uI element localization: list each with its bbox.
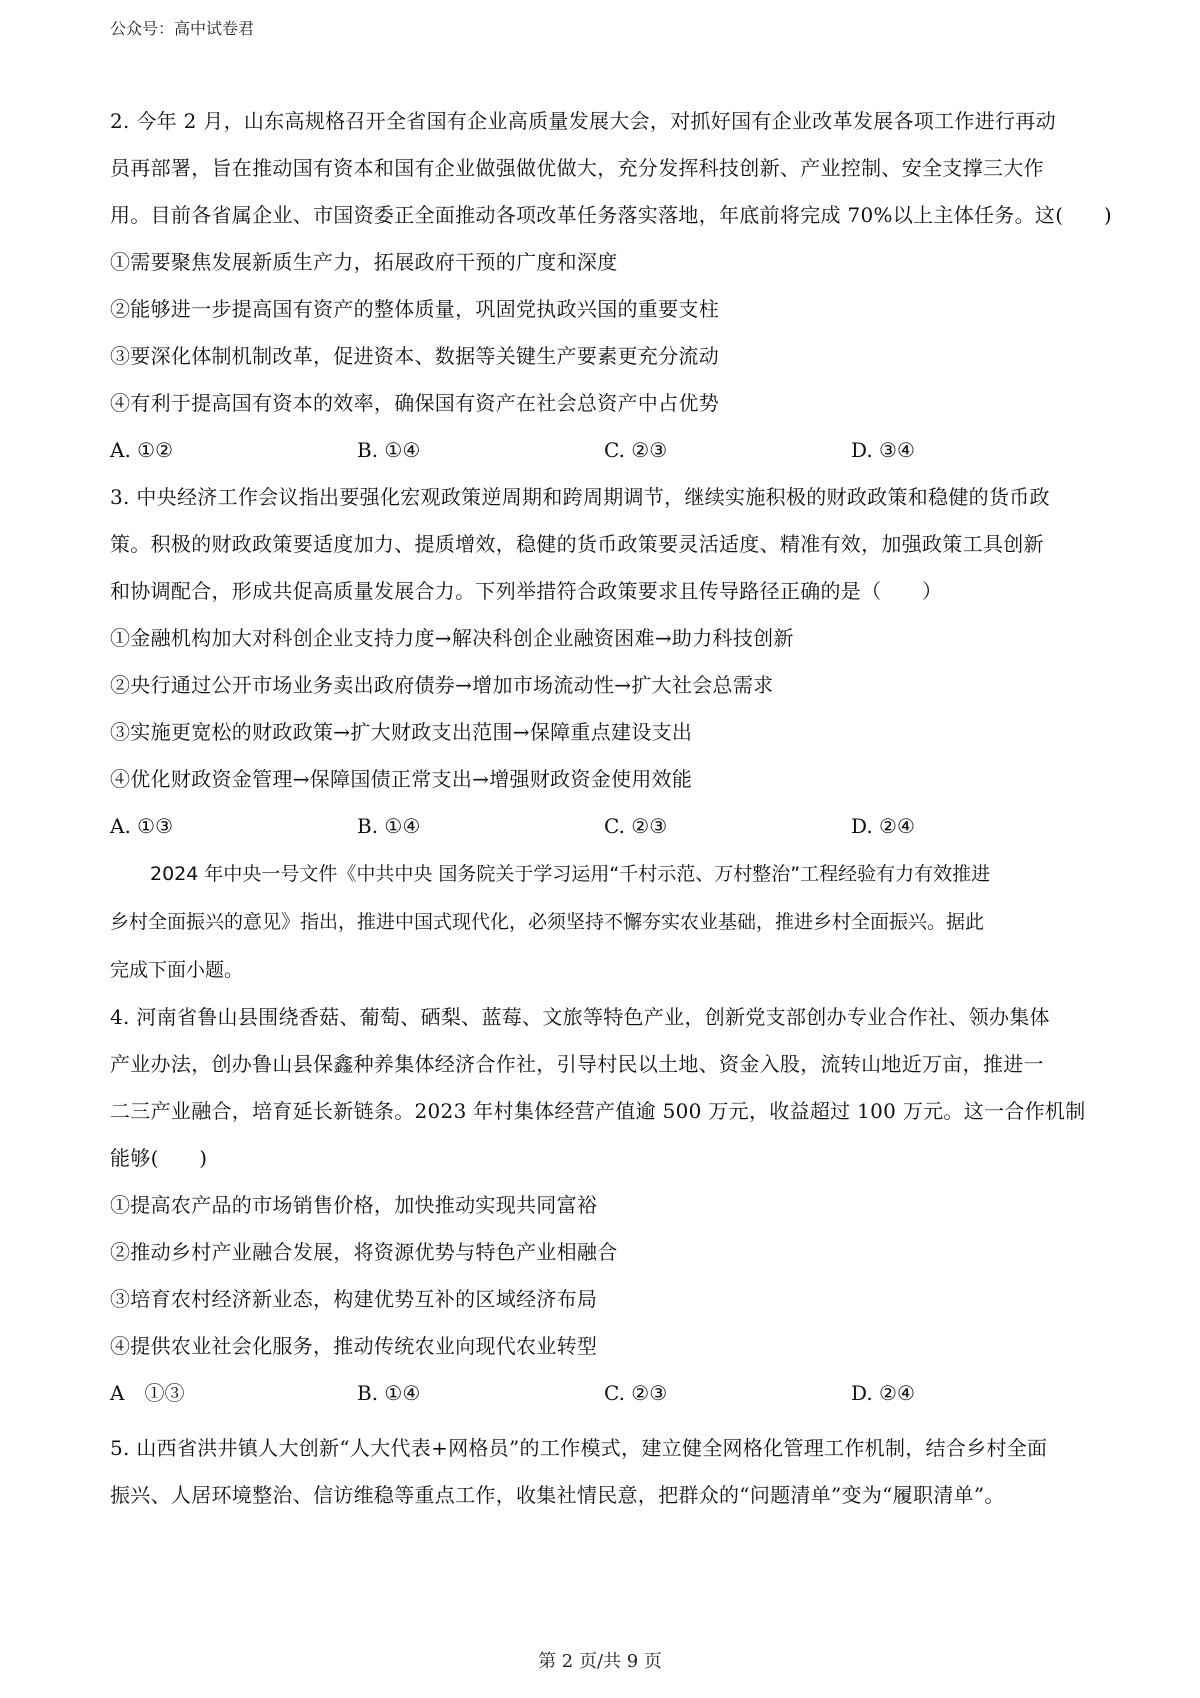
question-stem-line: 产业办法，创办鲁山县保鑫种养集体经济合作社，引导村民以土地、资金入股，流转山地近万亩，推进一: [110, 1052, 1044, 1076]
question-stem-line: 4. 河南省鲁山县围绕香菇、葡萄、硒梨、蓝莓、文旅等特色产业，创新党支部创办专业合作社、领办集体: [110, 1005, 1050, 1029]
option-b: B. ①④: [357, 438, 421, 462]
answer-options: [110, 427, 1100, 474]
question-stem-line: 3. 中央经济工作会议指出要强化宏观政策逆周期和跨周期调节，继续实施积极的财政政策和稳健的货币政: [110, 485, 1050, 509]
statement-item: ②推动乡村产业融合发展，将资源优势与特色产业相融合: [110, 1240, 618, 1264]
question-stem-line: 员再部署，旨在推动国有资本和国有企业做强做优做大，充分发挥科技创新、产业控制、安全支撑三大作: [110, 156, 1044, 180]
question-stem-line: 和协调配合，形成共促高质量发展合力。下列举措符合政策要求且传导路径正确的是（ ）: [110, 579, 943, 603]
intro-line: 2024 年中央一号文件《中共中央 国务院关于学习运用“千村示范、万村整治”工程经验有力有效推进: [150, 863, 991, 885]
statement-item: ③培育农村经济新业态，构建优势互补的区域经济布局: [110, 1287, 598, 1311]
statement-item: ④提供农业社会化服务，推动传统农业向现代农业转型: [110, 1334, 598, 1358]
statement-item: ①需要聚焦发展新质生产力，拓展政府干预的广度和深度: [110, 250, 618, 274]
question-stem-line: 5. 山西省洪井镇人大创新“人大代表+网格员”的工作模式，建立健全网格化管理工作机制，结合乡村全面: [110, 1436, 1048, 1460]
option-d: D. ②④: [851, 1381, 915, 1405]
question-stem-line: 振兴、人居环境整治、信访维稳等重点工作，收集社情民意，把群众的“问题清单”变为“履职清单”。: [110, 1483, 1005, 1507]
option-d: D. ③④: [851, 438, 915, 462]
statement-item: ③要深化体制机制改革，促进资本、数据等关键生产要素更充分流动: [110, 344, 719, 368]
statement-item: ①提高农产品的市场销售价格，加快推动实现共同富裕: [110, 1193, 598, 1217]
question-stem-line: 2. 今年 2 月，山东高规格召开全省国有企业高质量发展大会，对抓好国有企业改革发展各项工作进行再动: [110, 109, 1056, 133]
question-stem-line: 策。积极的财政政策要适度加力、提质增效，稳健的货币政策要灵活适度、精准有效，加强政策工具创新: [110, 532, 1044, 556]
page-header: 公众号：高中试卷君: [110, 19, 255, 38]
question-4: [110, 994, 1100, 1417]
question-2: [110, 98, 1113, 474]
option-c: C. ②③: [604, 1381, 668, 1405]
option-d: D. ②④: [851, 814, 915, 838]
statement-item: ②能够进一步提高国有资产的整体质量，巩固党执政兴国的重要支柱: [110, 297, 719, 321]
answer-options: [110, 803, 1100, 850]
option-a: A ①③: [110, 1381, 185, 1405]
option-a: A. ①③: [110, 814, 174, 838]
question-stem-line: 能够( ): [110, 1146, 208, 1170]
question-stem-line: 二三产业融合，培育延长新链条。2023 年村集体经营产值逾 500 万元，收益超过 100 万元。这一合作机制: [110, 1099, 1086, 1123]
spacer: [110, 1417, 1100, 1425]
option-c: C. ②③: [604, 814, 668, 838]
answer-options: [110, 1370, 1100, 1417]
page-content: [110, 98, 1113, 1519]
statement-item: ③实施更宽松的财政政策→扩大财政支出范围→保障重点建设支出: [110, 720, 693, 744]
intro-line: 乡村全面振兴的意见》指出，推进中国式现代化，必须坚持不懈夯实农业基础，推进乡村全面振兴。据此: [110, 911, 985, 933]
page-number: 第 2 页/共 9 页: [538, 1651, 662, 1672]
option-a: A. ①②: [110, 438, 174, 462]
question-3: [110, 474, 1100, 850]
statement-item: ④有利于提高国有资本的效率，确保国有资产在社会总资产中占优势: [110, 391, 719, 415]
statement-item: ②央行通过公开市场业务卖出政府债券→增加市场流动性→扩大社会总需求: [110, 673, 774, 697]
statement-item: ①金融机构加大对科创企业支持力度→解决科创企业融资困难→助力科技创新: [110, 626, 794, 650]
question-stem-line: 用。目前各省属企业、市国资委正全面推动各项改革任务落实落地，年底前将完成 70%以上主体任务。这( ): [110, 203, 1113, 227]
option-b: B. ①④: [357, 814, 421, 838]
material-intro: [110, 850, 1100, 994]
question-5: [110, 1425, 1100, 1519]
option-c: C. ②③: [604, 438, 668, 462]
statement-item: ④优化财政资金管理→保障国债正常支出→增强财政资金使用效能: [110, 767, 693, 791]
intro-line: 完成下面小题。: [110, 959, 244, 981]
option-b: B. ①④: [357, 1381, 421, 1405]
